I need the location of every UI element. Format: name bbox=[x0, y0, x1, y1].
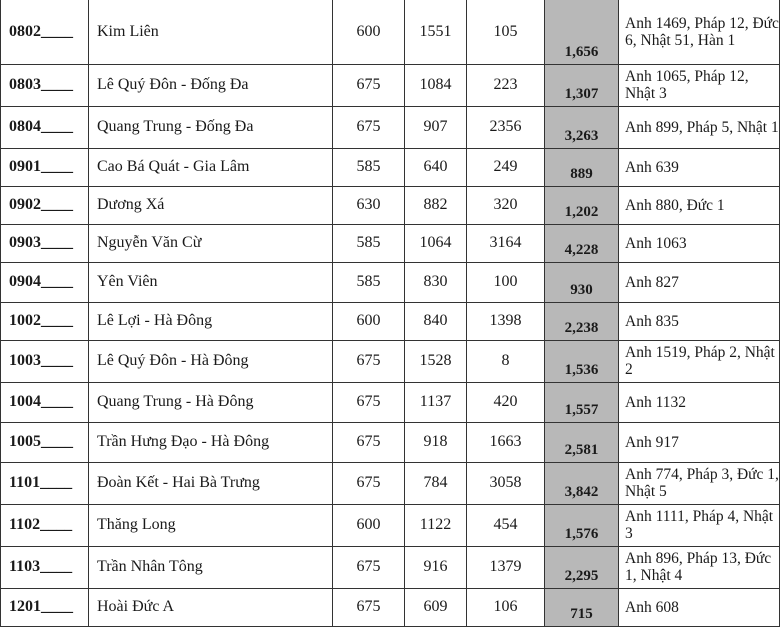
table-row bbox=[1, 0, 780, 64]
school-name-cell: Quang Trung - Hà Đông bbox=[89, 382, 333, 422]
school-code-cell: 0902____ bbox=[1, 186, 89, 224]
quota-cell: 585 bbox=[333, 224, 405, 262]
quota-cell: 600 bbox=[333, 0, 405, 64]
school-name-cell: Đoàn Kết - Hai Bà Trưng bbox=[89, 462, 333, 504]
table-row bbox=[1, 546, 780, 588]
registration-1-cell: 1122 bbox=[405, 504, 467, 546]
registration-2-cell: 3164 bbox=[467, 224, 545, 262]
total-cell: 3,842 bbox=[545, 462, 619, 504]
total-cell: 2,238 bbox=[545, 302, 619, 340]
languages-cell: Anh 1063 bbox=[619, 224, 780, 262]
languages-cell: Anh 917 bbox=[619, 422, 780, 462]
total-cell: 1,557 bbox=[545, 382, 619, 422]
registration-1-cell: 640 bbox=[405, 148, 467, 186]
registration-1-cell: 916 bbox=[405, 546, 467, 588]
registration-2-cell: 105 bbox=[467, 0, 545, 64]
school-code-cell: 0803____ bbox=[1, 64, 89, 106]
table-row bbox=[1, 64, 780, 106]
school-name-cell: Lê Lợi - Hà Đông bbox=[89, 302, 333, 340]
school-code-cell: 1102____ bbox=[1, 504, 89, 546]
languages-cell: Anh 880, Đức 1 bbox=[619, 186, 780, 224]
quota-cell: 675 bbox=[333, 546, 405, 588]
quota-cell: 600 bbox=[333, 504, 405, 546]
registration-1-cell: 784 bbox=[405, 462, 467, 504]
registration-1-cell: 609 bbox=[405, 588, 467, 626]
table-row bbox=[1, 504, 780, 546]
school-name-cell: Trần Nhân Tông bbox=[89, 546, 333, 588]
total-cell: 3,263 bbox=[545, 106, 619, 148]
table-row bbox=[1, 262, 780, 302]
registration-1-cell: 1064 bbox=[405, 224, 467, 262]
quota-cell: 675 bbox=[333, 382, 405, 422]
total-cell: 889 bbox=[545, 148, 619, 186]
languages-cell: Anh 827 bbox=[619, 262, 780, 302]
registration-2-cell: 1398 bbox=[467, 302, 545, 340]
registration-2-cell: 223 bbox=[467, 64, 545, 106]
quota-cell: 585 bbox=[333, 148, 405, 186]
school-code-cell: 1201____ bbox=[1, 588, 89, 626]
quota-cell: 675 bbox=[333, 588, 405, 626]
quota-cell: 675 bbox=[333, 462, 405, 504]
table-row bbox=[1, 422, 780, 462]
school-name-cell: Yên Viên bbox=[89, 262, 333, 302]
languages-cell: Anh 639 bbox=[619, 148, 780, 186]
registration-1-cell: 1551 bbox=[405, 0, 467, 64]
languages-cell: Anh 1111, Pháp 4, Nhật 3 bbox=[619, 504, 780, 546]
languages-cell: Anh 1132 bbox=[619, 382, 780, 422]
table-row bbox=[1, 462, 780, 504]
registration-1-cell: 907 bbox=[405, 106, 467, 148]
registration-1-cell: 882 bbox=[405, 186, 467, 224]
languages-cell: Anh 1519, Pháp 2, Nhật 2 bbox=[619, 340, 780, 382]
school-code-cell: 1004____ bbox=[1, 382, 89, 422]
school-code-cell: 0804____ bbox=[1, 106, 89, 148]
school-name-cell: Kim Liên bbox=[89, 0, 333, 64]
total-cell: 1,656 bbox=[545, 0, 619, 64]
registration-1-cell: 918 bbox=[405, 422, 467, 462]
school-name-cell: Nguyễn Văn Cừ bbox=[89, 224, 333, 262]
total-cell: 1,307 bbox=[545, 64, 619, 106]
total-cell: 1,536 bbox=[545, 340, 619, 382]
registration-2-cell: 420 bbox=[467, 382, 545, 422]
quota-cell: 630 bbox=[333, 186, 405, 224]
quota-cell: 675 bbox=[333, 64, 405, 106]
registration-2-cell: 249 bbox=[467, 148, 545, 186]
languages-cell: Anh 1469, Pháp 12, Đức 6, Nhật 51, Hàn 1 bbox=[619, 0, 780, 64]
school-code-cell: 1005____ bbox=[1, 422, 89, 462]
quota-cell: 600 bbox=[333, 302, 405, 340]
quota-cell: 585 bbox=[333, 262, 405, 302]
total-cell: 2,295 bbox=[545, 546, 619, 588]
quota-cell: 675 bbox=[333, 422, 405, 462]
registration-2-cell: 8 bbox=[467, 340, 545, 382]
quota-cell: 675 bbox=[333, 106, 405, 148]
total-cell: 4,228 bbox=[545, 224, 619, 262]
school-code-cell: 1002____ bbox=[1, 302, 89, 340]
table-row bbox=[1, 340, 780, 382]
school-code-cell: 0802____ bbox=[1, 0, 89, 64]
quota-cell: 675 bbox=[333, 340, 405, 382]
school-code-cell: 1103____ bbox=[1, 546, 89, 588]
registration-1-cell: 830 bbox=[405, 262, 467, 302]
total-cell: 2,581 bbox=[545, 422, 619, 462]
school-code-cell: 1003____ bbox=[1, 340, 89, 382]
school-code-cell: 1101____ bbox=[1, 462, 89, 504]
school-name-cell: Trần Hưng Đạo - Hà Đông bbox=[89, 422, 333, 462]
registration-2-cell: 2356 bbox=[467, 106, 545, 148]
school-name-cell: Cao Bá Quát - Gia Lâm bbox=[89, 148, 333, 186]
registration-2-cell: 454 bbox=[467, 504, 545, 546]
languages-cell: Anh 1065, Pháp 12, Nhật 3 bbox=[619, 64, 780, 106]
school-code-cell: 0904____ bbox=[1, 262, 89, 302]
school-name-cell: Thăng Long bbox=[89, 504, 333, 546]
total-cell: 715 bbox=[545, 588, 619, 626]
total-cell: 1,202 bbox=[545, 186, 619, 224]
registration-1-cell: 1137 bbox=[405, 382, 467, 422]
table-row bbox=[1, 382, 780, 422]
languages-cell: Anh 896, Pháp 13, Đức 1, Nhật 4 bbox=[619, 546, 780, 588]
table-row bbox=[1, 106, 780, 148]
table-row bbox=[1, 302, 780, 340]
registration-2-cell: 1663 bbox=[467, 422, 545, 462]
languages-cell: Anh 835 bbox=[619, 302, 780, 340]
school-code-cell: 0901____ bbox=[1, 148, 89, 186]
table-row bbox=[1, 224, 780, 262]
registration-2-cell: 1379 bbox=[467, 546, 545, 588]
registration-2-cell: 100 bbox=[467, 262, 545, 302]
registration-1-cell: 1528 bbox=[405, 340, 467, 382]
school-code-cell: 0903____ bbox=[1, 224, 89, 262]
school-name-cell: Hoài Đức A bbox=[89, 588, 333, 626]
registration-2-cell: 320 bbox=[467, 186, 545, 224]
table-row bbox=[1, 186, 780, 224]
total-cell: 1,576 bbox=[545, 504, 619, 546]
table-row bbox=[1, 588, 780, 626]
table-body bbox=[1, 0, 780, 626]
languages-cell: Anh 774, Pháp 3, Đức 1, Nhật 5 bbox=[619, 462, 780, 504]
school-name-cell: Dương Xá bbox=[89, 186, 333, 224]
registration-1-cell: 840 bbox=[405, 302, 467, 340]
languages-cell: Anh 899, Pháp 5, Nhật 1 bbox=[619, 106, 780, 148]
registration-2-cell: 106 bbox=[467, 588, 545, 626]
registration-1-cell: 1084 bbox=[405, 64, 467, 106]
table-row bbox=[1, 148, 780, 186]
school-name-cell: Lê Quý Đôn - Đống Đa bbox=[89, 64, 333, 106]
school-name-cell: Quang Trung - Đống Đa bbox=[89, 106, 333, 148]
languages-cell: Anh 608 bbox=[619, 588, 780, 626]
total-cell: 930 bbox=[545, 262, 619, 302]
school-name-cell: Lê Quý Đôn - Hà Đông bbox=[89, 340, 333, 382]
registration-2-cell: 3058 bbox=[467, 462, 545, 504]
